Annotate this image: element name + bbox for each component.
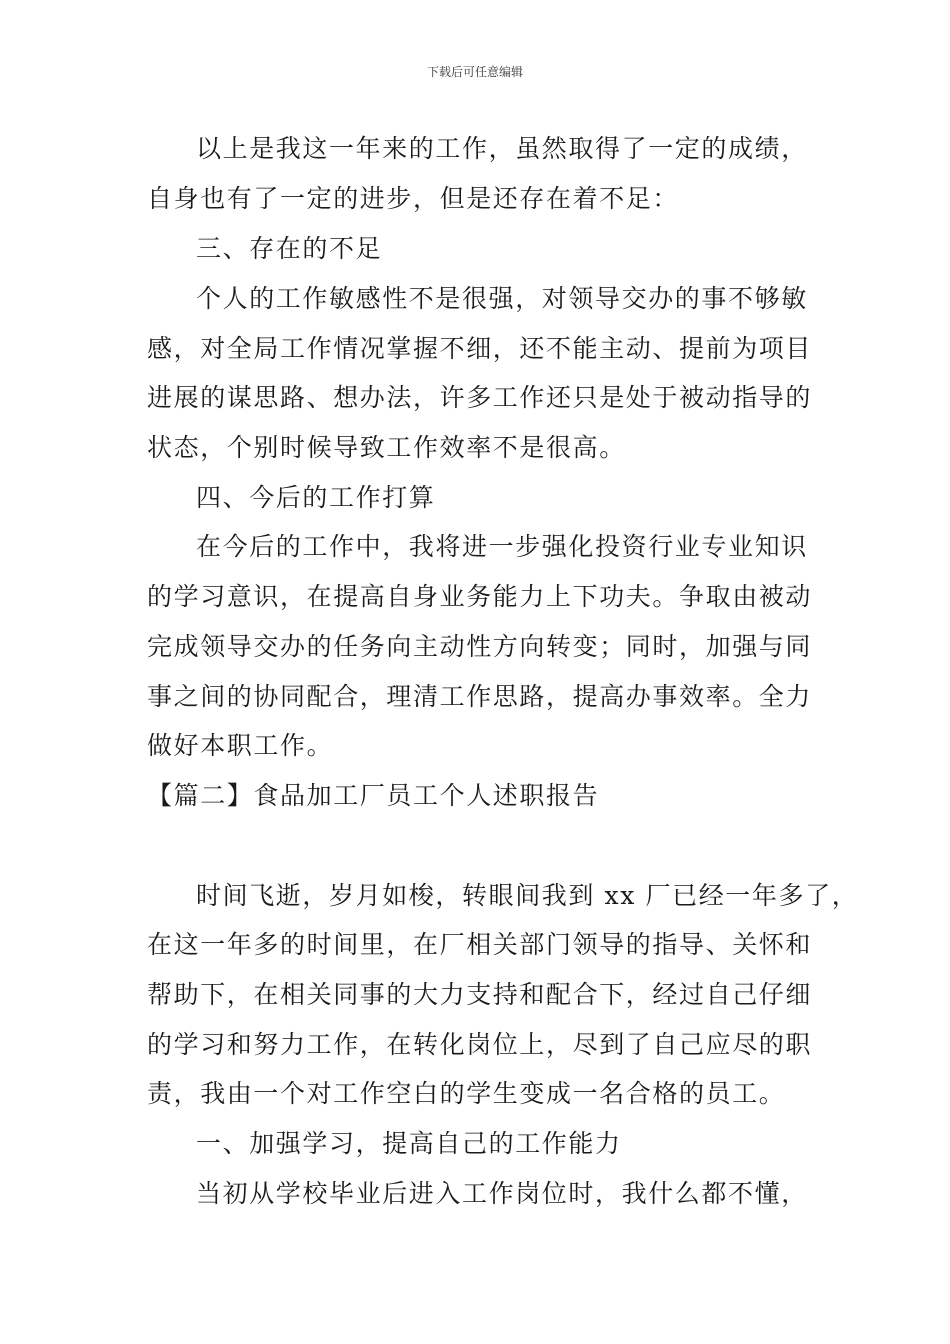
section-heading: 三、存在的不足 — [196, 234, 383, 263]
section-heading: 四、今后的工作打算 — [196, 483, 436, 512]
paragraph-line: 的学习和努力工作，在转化岗位上，尽到了自己应尽的职 — [147, 1030, 813, 1059]
paragraph-line: 进展的谋思路、想办法，许多工作还只是处于被动指导的 — [147, 383, 813, 412]
paragraph-line: 个人的工作敏感性不是很强，对领导交办的事不够敏 — [196, 284, 808, 313]
paragraph-line: 事之间的协同配合，理清工作思路，提高办事效率。全力 — [147, 682, 813, 711]
paragraph-line: 的学习意识，在提高自身业务能力上下功夫。争取由被动 — [147, 582, 813, 611]
paragraph-line: 状态，个别时候导致工作效率不是很高。 — [147, 433, 626, 462]
section-heading: 一、加强学习，提高自己的工作能力 — [196, 1129, 622, 1158]
paragraph-line: 以上是我这一年来的工作，虽然取得了一定的成绩， — [196, 134, 808, 163]
paragraph-line: 完成领导交办的任务向主动性方向转变；同时，加强与同 — [147, 632, 813, 661]
paragraph-line: 在这一年多的时间里，在厂相关部门领导的指导、关怀和 — [147, 930, 813, 959]
paragraph-line: 帮助下，在相关同事的大力支持和配合下，经过自己仔细 — [147, 980, 813, 1009]
article-title: 【篇二】食品加工厂员工个人述职报告 — [147, 781, 600, 810]
paragraph-line: 时间飞逝，岁月如梭，转眼间我到 xx 厂已经一年多了， — [196, 881, 859, 910]
paragraph-line: 责，我由一个对工作空白的学生变成一名合格的员工。 — [147, 1079, 786, 1108]
page-header: 下载后可任意编辑 — [426, 65, 523, 79]
paragraph-line: 自身也有了一定的进步，但是还存在着不足： — [147, 184, 680, 213]
paragraph-line: 感，对全局工作情况掌握不细，还不能主动、提前为项目 — [147, 334, 813, 363]
paragraph-line: 在今后的工作中，我将进一步强化投资行业专业知识 — [196, 532, 808, 561]
paragraph-line: 做好本职工作。 — [147, 731, 334, 760]
paragraph-line: 当初从学校毕业后进入工作岗位时，我什么都不懂， — [196, 1179, 808, 1208]
